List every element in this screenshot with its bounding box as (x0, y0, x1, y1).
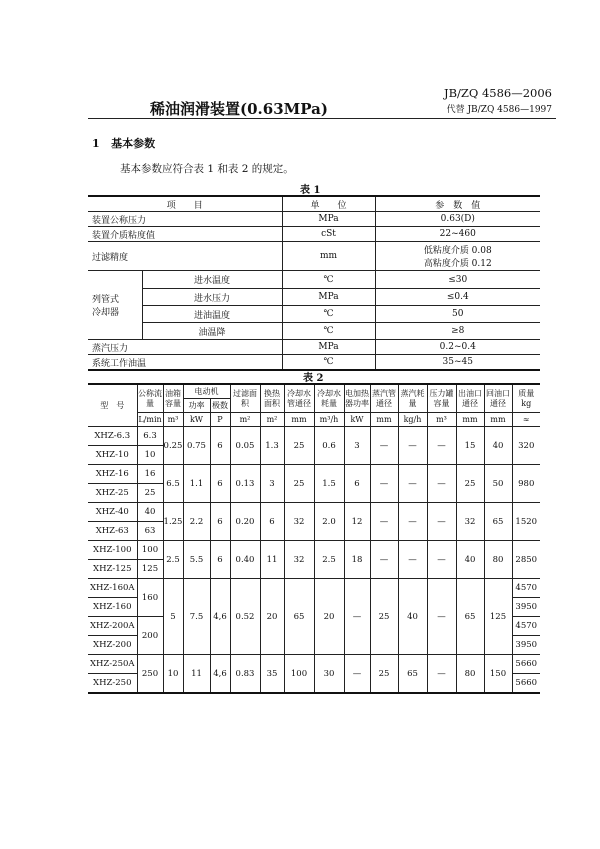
unit-heat: m² (260, 413, 284, 427)
cell-value: 35~45 (375, 355, 540, 371)
header-item: 项 目 (88, 196, 282, 212)
cell-power: 7.5 (183, 579, 210, 655)
cell-pipe-dia: 25 (284, 427, 314, 465)
unit-pipe: mm (284, 413, 314, 427)
cell-pipe-dia: 32 (284, 503, 314, 541)
header-outlet (456, 384, 484, 413)
cell-item: 装置介质粘度值 (88, 227, 282, 242)
table-row (88, 242, 540, 271)
table-header-row (88, 384, 540, 399)
header-power: 功率 (183, 399, 210, 413)
unit-mass2: ≈ (512, 413, 540, 427)
standard-number: JB/ZQ 4586—2006 (443, 86, 552, 100)
header-mass (512, 384, 540, 413)
cell-unit: ℃ (282, 355, 375, 371)
cell-item: 进水温度 (142, 271, 282, 289)
cell-tank: 1.25 (163, 503, 183, 541)
table-row (88, 227, 540, 242)
unit-steam-pipe: mm (370, 413, 398, 427)
cell-power: 11 (183, 655, 210, 694)
header-label: 公称流量 (138, 388, 162, 408)
cell-model: XHZ-6.3 (88, 427, 137, 446)
cell-pipe-dia: 65 (284, 579, 314, 655)
cell-steam-use: 65 (398, 655, 427, 694)
cell-value: ≥8 (375, 323, 540, 340)
cell-tank: 10 (163, 655, 183, 694)
cell-heater-power: — (344, 579, 370, 655)
cell-pressure-tank: — (427, 655, 456, 694)
header-tank (163, 384, 183, 413)
cell-heater-power: 12 (344, 503, 370, 541)
cell-heater-power: 6 (344, 465, 370, 503)
cell-unit: ℃ (282, 323, 375, 340)
header-unit: 单 位 (282, 196, 375, 212)
cell-filter-area: 0.05 (230, 427, 260, 465)
cell-flow: 6.3 (137, 427, 163, 446)
header-label: 压力罐容量 (429, 388, 454, 408)
value-line: 低粘度介质 0.08 (423, 246, 492, 256)
header-label: 电加热器功率 (345, 388, 369, 408)
cell-mass: 320 (512, 427, 540, 465)
cell-value: 0.2~0.4 (375, 340, 540, 355)
cell-filter-area: 0.40 (230, 541, 260, 579)
cell-poles: 6 (210, 541, 230, 579)
table-row (88, 306, 540, 323)
table-units-row (88, 413, 540, 427)
header-label: 冷却水管通径 (287, 388, 311, 408)
header-label: 蒸汽管通径 (372, 388, 396, 408)
cell-steam-use: — (398, 541, 427, 579)
cell-pressure-tank: — (427, 427, 456, 465)
cell-water-use: 1.5 (314, 465, 344, 503)
header-ptank (427, 384, 456, 413)
header-label: 质量 (518, 388, 535, 398)
cell-flow: 160 (137, 579, 163, 617)
cell-flow: 25 (137, 484, 163, 503)
cell-water-use: 0.6 (314, 427, 344, 465)
cell-outlet: 32 (456, 503, 484, 541)
cell-model: XHZ-63 (88, 522, 137, 541)
cell-heater-power: 3 (344, 427, 370, 465)
cell-unit: MPa (282, 340, 375, 355)
replaces-standard: 代替 JB/ZQ 4586—1997 (446, 105, 552, 115)
cell-mass: 4570 (512, 579, 540, 598)
unit-steam: kg/h (398, 413, 427, 427)
page-title: 稀油润滑装置(0.63MPa) (150, 100, 328, 118)
table-row (88, 541, 540, 560)
table-row (88, 323, 540, 340)
table1-caption: 表 1 (300, 185, 321, 196)
cell-outlet: 15 (456, 427, 484, 465)
cell-model: XHZ-200 (88, 636, 137, 655)
cell-return: 150 (484, 655, 512, 694)
cell-tank: 5 (163, 579, 183, 655)
cell-return: 125 (484, 579, 512, 655)
cell-outlet: 80 (456, 655, 484, 694)
header-filter (230, 384, 260, 413)
cell-poles: 4,6 (210, 579, 230, 655)
unit-return: mm (484, 413, 512, 427)
table-header-row (88, 196, 540, 212)
unit-outlet: mm (456, 413, 484, 427)
header-steam-pipe (370, 384, 398, 413)
section-number: 1 (92, 137, 100, 150)
cell-power: 2.2 (183, 503, 210, 541)
cell-mass: 5660 (512, 655, 540, 674)
header-water (314, 384, 344, 413)
cell-steam-pipe: — (370, 503, 398, 541)
cell-pipe-dia: 100 (284, 655, 314, 694)
cell-steam-use: — (398, 427, 427, 465)
cell-filter-area: 0.52 (230, 579, 260, 655)
cell-water-use: 2.0 (314, 503, 344, 541)
unit-ptank: m³ (427, 413, 456, 427)
unit-flow: L/min (137, 413, 163, 427)
unit-water: m³/h (314, 413, 344, 427)
cell-model: XHZ-160 (88, 598, 137, 617)
cell-model: XHZ-10 (88, 446, 137, 465)
cell-unit: ℃ (282, 271, 375, 289)
cell-mass: 5660 (512, 674, 540, 694)
cell-mass: 4570 (512, 617, 540, 636)
cell-tank: 6.5 (163, 465, 183, 503)
cell-model: XHZ-250 (88, 674, 137, 694)
cell-item: 装置公称压力 (88, 212, 282, 227)
cell-model: XHZ-160A (88, 579, 137, 598)
header-steam (398, 384, 427, 413)
cell-poles: 6 (210, 503, 230, 541)
unit-heater: kW (344, 413, 370, 427)
header-flow (137, 384, 163, 413)
table-row (88, 465, 540, 484)
cell-steam-pipe: 25 (370, 655, 398, 694)
cell-water-use: 30 (314, 655, 344, 694)
intro-text: 基本参数应符合表 1 和表 2 的规定。 (120, 163, 294, 175)
header-label: 回油口通径 (486, 388, 510, 408)
cell-steam-pipe: 25 (370, 579, 398, 655)
cell-heat-area: 6 (260, 503, 284, 541)
unit-filter: m² (230, 413, 260, 427)
table-row (88, 503, 540, 522)
table-row (88, 427, 540, 446)
cell-steam-pipe: — (370, 541, 398, 579)
cell-filter-area: 0.20 (230, 503, 260, 541)
cell-mass: 3950 (512, 636, 540, 655)
cell-item: 进水压力 (142, 289, 282, 306)
cell-pressure-tank: — (427, 541, 456, 579)
cell-model: XHZ-250A (88, 655, 137, 674)
cell-unit: mm (282, 242, 375, 271)
cell-flow: 16 (137, 465, 163, 484)
cell-heat-area: 11 (260, 541, 284, 579)
cell-return: 65 (484, 503, 512, 541)
cell-pressure-tank: — (427, 579, 456, 655)
cell-value: 0.63(D) (375, 212, 540, 227)
cell-heat-area: 1.3 (260, 427, 284, 465)
cell-model: XHZ-16 (88, 465, 137, 484)
table-row (88, 355, 540, 371)
cell-power: 1.1 (183, 465, 210, 503)
cell-value: ≤0.4 (375, 289, 540, 306)
cell-filter-area: 0.83 (230, 655, 260, 694)
cell-value: ≤30 (375, 271, 540, 289)
header-heater (344, 384, 370, 413)
section-heading (92, 135, 155, 151)
cell-heat-area: 20 (260, 579, 284, 655)
header-label: 蒸汽耗量 (400, 388, 425, 408)
cell-flow: 125 (137, 560, 163, 579)
cell-model: XHZ-125 (88, 560, 137, 579)
cell-item: 蒸汽压力 (88, 340, 282, 355)
cell-model: XHZ-100 (88, 541, 137, 560)
table-row (88, 271, 540, 289)
cell-item: 系统工作油温 (88, 355, 282, 371)
cell-pipe-dia: 32 (284, 541, 314, 579)
cell-poles: 6 (210, 427, 230, 465)
cooler-group-label: 列管式冷却器 (88, 271, 142, 340)
cell-steam-use: 40 (398, 579, 427, 655)
cell-poles: 4,6 (210, 655, 230, 694)
cell-tank: 0.25 (163, 427, 183, 465)
cell-heat-area: 3 (260, 465, 284, 503)
header-label: 出油口通径 (458, 388, 482, 408)
cell-pipe-dia: 25 (284, 465, 314, 503)
unit-power: kW (183, 413, 210, 427)
cell-steam-pipe: — (370, 465, 398, 503)
cell-heat-area: 35 (260, 655, 284, 694)
cell-flow: 100 (137, 541, 163, 560)
cell-filter-area: 0.13 (230, 465, 260, 503)
cell-return: 80 (484, 541, 512, 579)
table-row (88, 212, 540, 227)
header-return (484, 384, 512, 413)
cell-outlet: 40 (456, 541, 484, 579)
cell-mass: 1520 (512, 503, 540, 541)
section-title: 基本参数 (111, 137, 156, 150)
cell-poles: 6 (210, 465, 230, 503)
cell-item: 进油温度 (142, 306, 282, 323)
cell-model: XHZ-200A (88, 617, 137, 636)
cell-mass: 2850 (512, 541, 540, 579)
cell-tank: 2.5 (163, 541, 183, 579)
header-poles: 极数 (210, 399, 230, 413)
cell-power: 5.5 (183, 541, 210, 579)
cell-water-use: 20 (314, 579, 344, 655)
cell-steam-pipe: — (370, 427, 398, 465)
table-row (88, 340, 540, 355)
table-2 (88, 383, 540, 694)
cell-heater-power: — (344, 655, 370, 694)
cell-heater-power: 18 (344, 541, 370, 579)
cell-value (375, 242, 540, 271)
cell-mass: 3950 (512, 598, 540, 617)
header-label: 过滤面积 (233, 388, 257, 408)
cell-flow: 40 (137, 503, 163, 522)
header-heat (260, 384, 284, 413)
cell-power: 0.75 (183, 427, 210, 465)
cell-value: 22~460 (375, 227, 540, 242)
cell-pressure-tank: — (427, 465, 456, 503)
cell-water-use: 2.5 (314, 541, 344, 579)
cell-outlet: 25 (456, 465, 484, 503)
cell-flow: 63 (137, 522, 163, 541)
header-rule (88, 118, 556, 119)
cell-return: 50 (484, 465, 512, 503)
header-label: 油箱容量 (165, 388, 181, 408)
cell-item: 油温降 (142, 323, 282, 340)
header-model: 型 号 (88, 384, 137, 427)
table-row (88, 579, 540, 598)
unit-tank: m³ (163, 413, 183, 427)
header-label: 冷却水耗量 (317, 388, 341, 408)
cell-mass: 980 (512, 465, 540, 503)
table2-caption: 表 2 (303, 373, 324, 384)
cell-steam-use: — (398, 503, 427, 541)
value-line: 高粘度介质 0.12 (423, 259, 492, 269)
cell-unit: MPa (282, 289, 375, 306)
header-label: 换热面积 (264, 388, 280, 408)
cell-outlet: 65 (456, 579, 484, 655)
unit-poles: P (210, 413, 230, 427)
cell-item: 过滤精度 (88, 242, 282, 271)
cell-flow: 200 (137, 617, 163, 655)
header-value: 参 数 值 (375, 196, 540, 212)
table-1 (88, 195, 540, 371)
cell-flow: 250 (137, 655, 163, 694)
cell-unit: cSt (282, 227, 375, 242)
cell-model: XHZ-40 (88, 503, 137, 522)
cell-value: 50 (375, 306, 540, 323)
table-row (88, 289, 540, 306)
header-unit: kg (521, 398, 532, 408)
cell-flow: 10 (137, 446, 163, 465)
header-pipe (284, 384, 314, 413)
table-row (88, 655, 540, 674)
cell-model: XHZ-25 (88, 484, 137, 503)
cell-unit: ℃ (282, 306, 375, 323)
cell-unit: MPa (282, 212, 375, 227)
cell-return: 40 (484, 427, 512, 465)
cell-pressure-tank: — (427, 503, 456, 541)
header-motor: 电动机 (183, 384, 230, 399)
cell-steam-use: — (398, 465, 427, 503)
